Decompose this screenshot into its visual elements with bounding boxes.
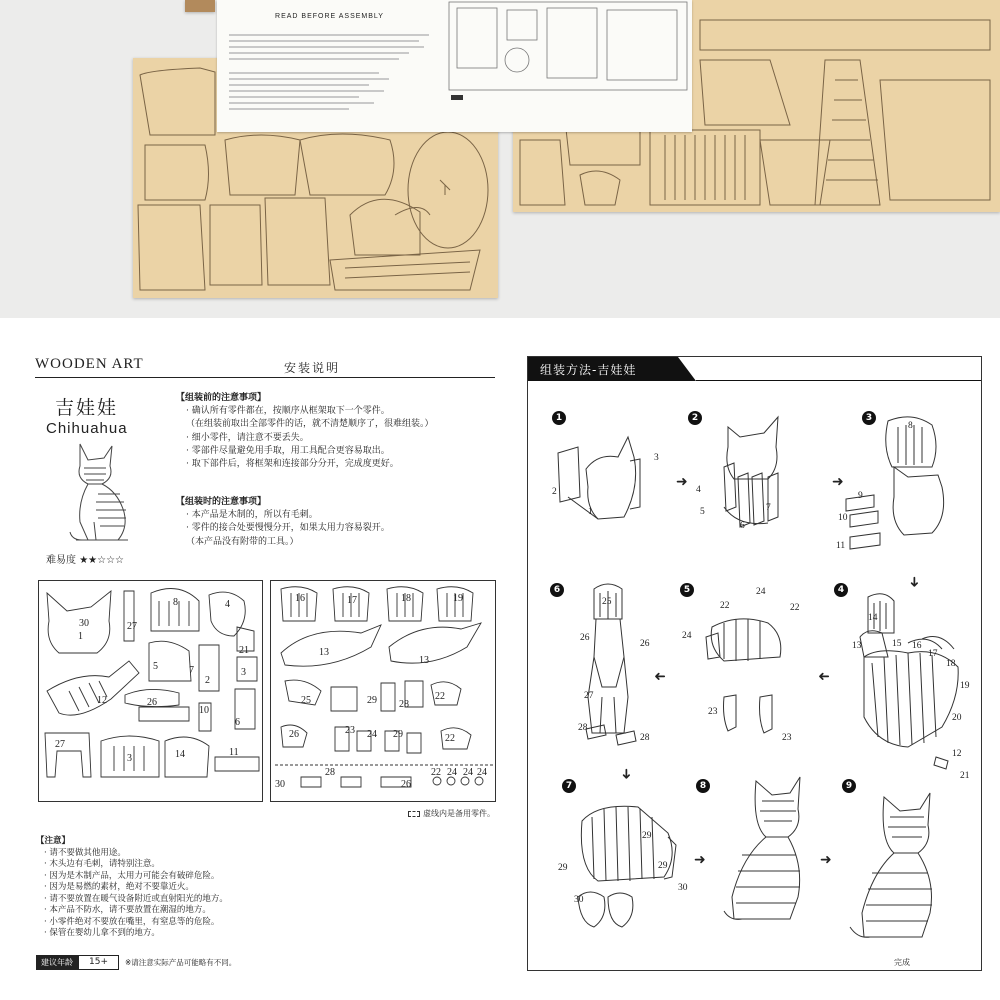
difficulty-label: 难易度 xyxy=(46,555,76,566)
part-number: 30 xyxy=(79,618,89,629)
assembly-part-label: 25 xyxy=(602,597,612,607)
arrow-right-icon: ➜ xyxy=(676,474,688,490)
part-number: 17 xyxy=(347,595,357,606)
pre-assembly-notes xyxy=(176,392,496,471)
note-line: · 零部件尽量避免用手取，用工具配合更容易取出。 xyxy=(186,445,390,456)
part-number: 26 xyxy=(289,729,299,740)
part-number: 22 xyxy=(431,767,441,778)
assembly-part-label: 7 xyxy=(766,503,771,513)
part-number: 24 xyxy=(463,767,473,778)
assembly-part-label: 12 xyxy=(952,749,962,759)
spare-parts-note xyxy=(408,808,495,819)
assembly-part-label: 8 xyxy=(908,421,913,431)
assembly-guide xyxy=(527,356,982,971)
assembly-part-label: 24 xyxy=(682,631,692,641)
age-label: 建议年龄 xyxy=(36,955,78,970)
assembly-part-label: 26 xyxy=(580,633,590,643)
arrow-down-icon: ➜ xyxy=(905,576,922,588)
part-number: 13 xyxy=(319,647,329,658)
part-number: 28 xyxy=(399,699,409,710)
part-number: 5 xyxy=(153,661,158,672)
sheet-marker xyxy=(451,95,463,100)
model-name-cn: 吉娃娃 xyxy=(55,397,119,419)
assembly-part-label: 30 xyxy=(678,883,688,893)
part-number: 1 xyxy=(78,631,83,642)
step-number: 8 xyxy=(696,779,710,793)
assembly-part-label: 22 xyxy=(790,603,800,613)
caution-line: · 本产品不防水，请不要放置在潮湿的地方。 xyxy=(44,905,211,915)
assembly-part-label: 3 xyxy=(654,453,659,463)
part-number: 4 xyxy=(225,599,230,610)
step-number: 7 xyxy=(562,779,576,793)
step-number: 4 xyxy=(834,583,848,597)
part-number: 21 xyxy=(239,645,249,656)
assembly-part-label: 29 xyxy=(658,861,668,871)
part-number: 30 xyxy=(275,779,285,790)
arrow-left-icon: ➜ xyxy=(654,668,666,684)
assembly-part-label: 24 xyxy=(756,587,766,597)
caution-line: · 木头边有毛刺，请特别注意。 xyxy=(44,859,160,869)
caution-line: · 保管在婴幼儿拿不到的地方。 xyxy=(44,928,160,938)
parts-sheet-a xyxy=(38,580,263,802)
finished-label: 完成 xyxy=(894,958,910,967)
note-line: · 取下部件后，将框架和连接部分分开，完成度更好。 xyxy=(186,459,399,470)
during-assembly-heading: 【组装时的注意事项】 xyxy=(176,497,267,507)
arrow-right-icon: ➜ xyxy=(820,852,832,868)
age-value: 15+ xyxy=(78,955,119,970)
assembly-part-label: 19 xyxy=(960,681,970,691)
assembly-step-illustrations xyxy=(528,357,982,971)
part-number: 27 xyxy=(55,739,65,750)
assembly-part-label: 28 xyxy=(640,733,650,743)
difficulty-rating xyxy=(46,551,124,566)
part-number: 16 xyxy=(295,593,305,604)
pre-assembly-heading: 【组装前的注意事项】 xyxy=(176,393,267,403)
assembly-part-label: 23 xyxy=(782,733,792,743)
assembly-part-label: 29 xyxy=(558,863,568,873)
note-line: （本产品没有附带的工具。） xyxy=(186,536,299,547)
note-line: · 本产品是木制的，所以有毛刺。 xyxy=(186,510,318,521)
part-number: 2 xyxy=(205,675,210,686)
assembly-part-label: 5 xyxy=(700,507,705,517)
chihuahua-model-thumbnail xyxy=(58,442,148,546)
during-assembly-notes xyxy=(176,496,496,549)
step-number: 5 xyxy=(680,583,694,597)
dashed-box-icon xyxy=(408,811,420,817)
sheet-parts-diagram xyxy=(217,0,692,132)
part-number: 23 xyxy=(345,725,355,736)
part-number: 13 xyxy=(419,655,429,666)
part-number: 26 xyxy=(401,779,411,790)
assembly-part-label: 4 xyxy=(696,485,701,495)
note-line: · 细小零件，请注意不要丢失。 xyxy=(186,432,309,443)
note-line: · 零件的接合处要慢慢分开，如果太用力容易裂开。 xyxy=(186,523,390,534)
caution-heading: 【注意】 xyxy=(36,836,71,846)
part-number: 22 xyxy=(435,691,445,702)
assembly-part-label: 16 xyxy=(912,641,922,651)
part-number: 6 xyxy=(235,717,240,728)
note-line: · 确认所有零件都在，按顺序从框架取下一个零件。 xyxy=(186,406,390,417)
part-number: 22 xyxy=(445,733,455,744)
assembly-part-label: 15 xyxy=(892,639,902,649)
part-number: 24 xyxy=(477,767,487,778)
assembly-part-label: 22 xyxy=(720,601,730,611)
parts-sheet-b xyxy=(270,580,496,802)
assembly-part-label: 6 xyxy=(740,521,745,531)
parts-sheet-a-outlines xyxy=(39,581,263,802)
assembly-part-label: 27 xyxy=(584,691,594,701)
model-name-en: Chihuahua xyxy=(46,420,128,437)
note-line: （在组装前取出全部零件的话，就不清楚顺序了，很难组装。） xyxy=(186,419,434,430)
assembly-part-label: 28 xyxy=(578,723,588,733)
part-number: 29 xyxy=(393,729,403,740)
assembly-part-label: 17 xyxy=(928,649,938,659)
part-number: 29 xyxy=(367,695,377,706)
arrow-right-icon: ➜ xyxy=(694,852,706,868)
install-instructions-title: 安装说明 xyxy=(284,361,341,375)
brand-title: WOODEN ART xyxy=(35,356,144,372)
assembly-part-label: 26 xyxy=(640,639,650,649)
part-number: 19 xyxy=(453,593,463,604)
assembly-part-label: 2 xyxy=(552,487,557,497)
assembly-part-label: 23 xyxy=(708,707,718,717)
step-number: 1 xyxy=(552,411,566,425)
assembly-part-label: 29 xyxy=(642,831,652,841)
assembly-part-label: 13 xyxy=(852,641,862,651)
caution-line: · 因为是木制产品，太用力可能会有破碎危险。 xyxy=(44,870,220,881)
caution-line: · 因为是易燃的素材，绝对不要靠近火。 xyxy=(44,882,194,892)
caution-line: · 小零件绝对不要放在嘴里，有窒息等的危险。 xyxy=(44,916,220,927)
part-number: 8 xyxy=(173,597,178,608)
part-number: 11 xyxy=(229,747,239,758)
part-number: 10 xyxy=(199,705,209,716)
step-number: 3 xyxy=(862,411,876,425)
instruction-sheet xyxy=(217,0,692,132)
spare-parts-note-text: 虚线内是备用零件。 xyxy=(423,809,495,818)
assembly-part-label: 9 xyxy=(858,491,863,501)
caution-line: · 请不要做其他用途。 xyxy=(44,847,126,858)
arrow-right-icon: ➜ xyxy=(832,474,844,490)
assembly-part-label: 20 xyxy=(952,713,962,723)
part-number: 14 xyxy=(175,749,185,760)
product-photo xyxy=(0,0,1000,318)
part-number: 18 xyxy=(401,593,411,604)
arrow-down-icon: ➜ xyxy=(617,768,634,780)
assembly-part-label: 18 xyxy=(946,659,956,669)
assembly-part-label: 11 xyxy=(836,541,846,551)
caution-line: · 请不要放置在暖气设备附近或直射阳光的地方。 xyxy=(44,893,228,904)
recommended-age xyxy=(36,955,236,970)
part-number: 28 xyxy=(325,767,335,778)
step-number: 9 xyxy=(842,779,856,793)
product-variance-warning: ※请注意实际产品可能略有不同。 xyxy=(125,958,237,967)
header-divider xyxy=(35,377,495,378)
assembly-part-label: 1 xyxy=(588,507,593,517)
assembly-part-label: 30 xyxy=(574,895,584,905)
step-number: 2 xyxy=(688,411,702,425)
difficulty-stars: ★★☆☆☆ xyxy=(79,555,125,566)
caution-notes xyxy=(36,836,316,940)
sheet-title: READ BEFORE ASSEMBLY xyxy=(275,13,384,20)
part-number: 24 xyxy=(367,729,377,740)
part-number: 7 xyxy=(189,665,194,676)
part-number: 24 xyxy=(447,767,457,778)
assembly-part-label: 14 xyxy=(868,613,878,623)
step-number: 6 xyxy=(550,583,564,597)
part-number: 3 xyxy=(127,753,132,764)
assembly-title: 组装方法-吉娃娃 xyxy=(540,363,637,377)
part-number: 26 xyxy=(147,697,157,708)
part-number: 3 xyxy=(241,667,246,678)
part-number: 27 xyxy=(127,621,137,632)
assembly-part-label: 21 xyxy=(960,771,970,781)
part-number: 12 xyxy=(97,695,107,706)
part-number: 25 xyxy=(301,695,311,706)
assembly-part-label: 10 xyxy=(838,513,848,523)
arrow-left-icon: ➜ xyxy=(818,668,830,684)
